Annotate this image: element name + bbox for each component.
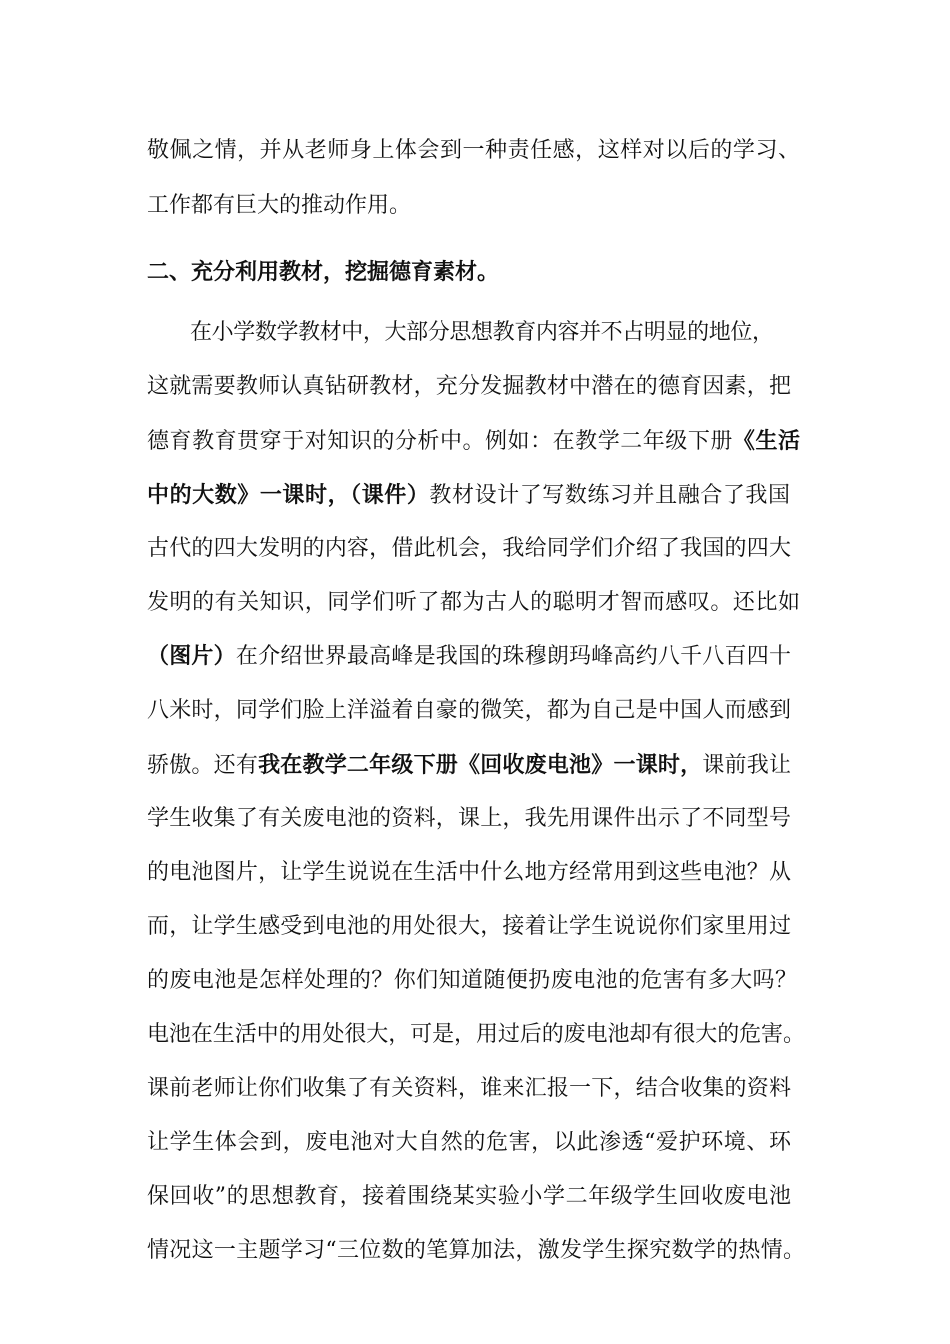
text-line <box>147 1074 791 1104</box>
body-text: 电池在生活中的用处很大，可是，用过后的废电池却有很大的危害。 <box>147 1022 805 1047</box>
text-line-content <box>147 1182 792 1212</box>
text-line-content <box>147 1020 805 1050</box>
text-line <box>147 750 791 781</box>
text-line <box>147 1182 792 1212</box>
body-text: 在介绍世界最高峰是我国的珠穆朗玛峰高约八千八百四十 <box>235 644 792 669</box>
text-line-content <box>147 191 411 221</box>
body-text: 八米时，同学们脸上洋溢着自豪的微笑，都为自己是中国人而感到 <box>147 698 792 723</box>
bold-text: （图片） <box>147 643 236 669</box>
text-line-content <box>147 588 801 618</box>
text-line <box>147 136 801 166</box>
text-line-content <box>147 136 801 166</box>
text-line <box>147 1236 805 1266</box>
text-line-content <box>190 318 774 348</box>
section-heading: 二、充分利用教材，挖掘德育素材。 <box>147 259 500 285</box>
text-line <box>147 966 797 996</box>
body-text: 骄傲。还有 <box>147 753 259 778</box>
text-line-content <box>147 696 791 726</box>
text-line-content <box>147 1236 805 1266</box>
text-line-content <box>147 966 797 996</box>
text-line <box>147 534 791 564</box>
body-text: 课前我让 <box>702 753 792 778</box>
text-line <box>147 912 791 942</box>
bold-text: 《生活 <box>732 428 801 454</box>
text-line <box>147 372 791 402</box>
body-text: 发明的有关知识，同学们听了都为古人的聪明才智而感叹。还比如 <box>147 590 801 615</box>
body-text: 在小学数学教材中，大部分思想教育内容并不占明显的地位， <box>190 320 774 345</box>
body-text: 教材设计了写数练习并且融合了我国 <box>429 483 791 508</box>
text-line-content <box>147 804 791 834</box>
bold-text: 中的大数》一课时，（课件） <box>147 482 430 508</box>
body-text: 的电池图片，让学生说说在生活中什么地方经常用到这些电池？从 <box>147 860 792 885</box>
text-line-content <box>147 1074 791 1104</box>
text-line <box>147 1128 792 1158</box>
text-line-content <box>147 534 791 564</box>
text-line <box>147 804 791 834</box>
text-line-content <box>147 372 791 402</box>
text-line-content <box>147 480 791 511</box>
text-line <box>147 1020 805 1050</box>
text-line <box>147 480 791 511</box>
body-text: 情况这一主题学习“三位数的笔算加法，激发学生探究数学的热情。 <box>147 1238 806 1263</box>
text-line <box>147 588 801 618</box>
text-line <box>147 696 791 726</box>
body-text: 学生收集了有关废电池的资料，课上，我先用课件出示了不同型号 <box>147 806 792 831</box>
body-text: 敬佩之情，并从老师身上体会到一种责任感，这样对以后的学习、 <box>147 138 801 163</box>
text-line <box>147 426 801 457</box>
body-text: 让学生体会到，废电池对大自然的危害，以此渗透“爱护环境、环 <box>147 1130 792 1155</box>
text-line <box>147 641 791 672</box>
text-line <box>147 858 791 888</box>
text-line <box>147 191 411 221</box>
text-line-content <box>147 750 791 781</box>
body-text: 古代的四大发明的内容，借此机会，我给同学们介绍了我国的四大 <box>147 536 792 561</box>
body-text: 而，让学生感受到电池的用处很大，接着让学生说说你们家里用过 <box>147 914 792 939</box>
body-text: 德育教育贯穿于对知识的分析中。例如：在教学二年级下册 <box>147 429 733 454</box>
body-text: 保回收”的思想教育，接着围绕某实验小学二年级学生回收废电池 <box>147 1184 792 1209</box>
text-line-content <box>147 641 791 672</box>
body-text: 课前老师让你们收集了有关资料，谁来汇报一下，结合收集的资料 <box>147 1076 792 1101</box>
body-text: 的废电池是怎样处理的？你们知道随便扔废电池的危害有多大吗？ <box>147 968 798 993</box>
text-line-content <box>147 1128 792 1158</box>
text-line-content <box>147 426 801 457</box>
text-line-content <box>147 858 791 888</box>
bold-text: 我在教学二年级下册《回收废电池》一课时， <box>258 752 703 778</box>
text-line <box>190 318 774 348</box>
body-text: 工作都有巨大的推动作用。 <box>147 193 412 218</box>
body-text: 这就需要教师认真钻研教材，充分发掘教材中潜在的德育因素，把 <box>147 374 792 399</box>
text-line-content <box>147 912 791 942</box>
